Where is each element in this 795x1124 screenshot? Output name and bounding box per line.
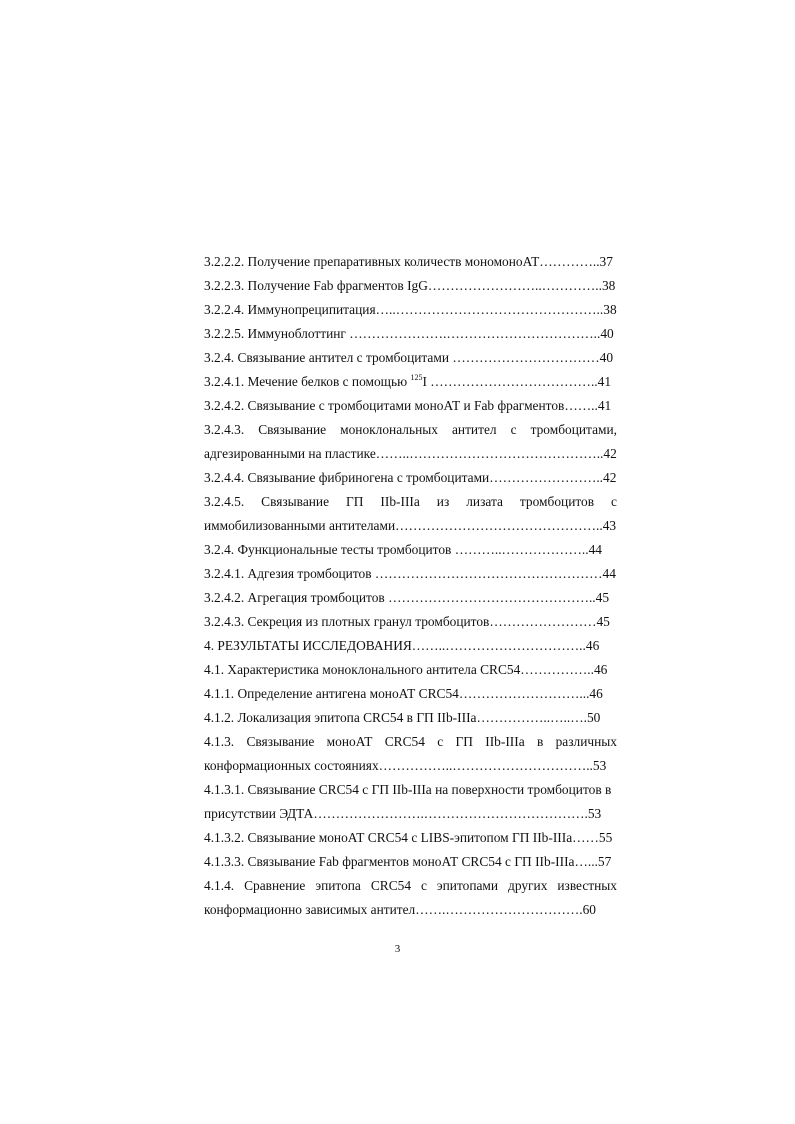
toc-entry: 3.2.2.4. Иммунопреципитация…..………………………………………..38 — [204, 302, 617, 317]
toc-entry: 3.2.4.1. Адгезия тромбоцитов ……………………………………………44 — [204, 566, 616, 581]
toc-entry-text: 3.2.4.1. Мечение белков с помощью — [204, 374, 411, 389]
toc-entry: 3.2.4.3. Связывание моноклональных антител с тромбоцитами, — [204, 422, 617, 437]
toc-entry: 3.2.2.2. Получение препаративных количеств мономоноАТ…………..37 — [204, 254, 613, 269]
toc-entry-continuation: конформационных состояниях……………..…………………………..53 — [204, 758, 607, 773]
toc-entry-continuation: иммобилизованными антителами………………………………………..43 — [204, 518, 617, 533]
toc-entry: 3.2.2.3. Получение Fab фрагментов IgG……………………..…………..38 — [204, 278, 616, 293]
toc-entry: 4.1.3.1. Связывание CRC54 с ГП IIb-IIIa на поверхности тромбоцитов в — [204, 782, 612, 797]
toc-entry: 4.1.3.3. Связывание Fab фрагментов моноАТ CRC54 с ГП IIb-IIIa…...57 — [204, 854, 612, 869]
toc-entry: 4. РЕЗУЛЬТАТЫ ИССЛЕДОВАНИЯ……..…………………………..46 — [204, 638, 600, 653]
table-of-contents — [204, 254, 617, 926]
toc-entry: 4.1.3. Связывание моноАТ CRC54 с ГП IIb-IIIa в различных — [204, 734, 617, 749]
toc-entry — [204, 374, 617, 398]
page-number: 3 — [394, 943, 401, 955]
toc-entry-continuation: конформационно зависимых антител…….………………………….60 — [204, 902, 597, 917]
toc-entry-continuation: адгезированными на пластике……..……………………………………..42 — [204, 446, 617, 461]
toc-entry: 3.2.4.4. Связывание фибриногена с тромбоцитами……………………..42 — [204, 470, 617, 485]
toc-entry: 3.2.4. Связывание антител с тромбоцитами ……………………………40 — [204, 350, 614, 365]
toc-entry: 4.1. Характеристика моноклонального антитела CRC54……………..46 — [204, 662, 608, 677]
toc-entry-text: I ………………………………..41 — [422, 374, 612, 389]
toc-entry: 3.2.4. Функциональные тесты тромбоцитов ………..………………..44 — [204, 542, 602, 557]
toc-entry: 4.1.2. Локализация эпитопа CRC54 в ГП IIb-IIIa……………..…..….50 — [204, 710, 601, 725]
toc-entry: 3.2.4.3. Секреция из плотных гранул тромбоцитов……………………45 — [204, 614, 610, 629]
superscript-isotope: 125 — [410, 374, 423, 382]
toc-entry: 3.2.4.2. Связывание с тромбоцитами моноАТ и Fab фрагментов……..41 — [204, 398, 612, 413]
toc-entry: 3.2.4.2. Агрегация тромбоцитов ………………………………………..45 — [204, 590, 610, 605]
toc-entry-continuation: присутствии ЭДТА…………………….……………………………….53 — [204, 806, 602, 821]
toc-entry: 4.1.4. Сравнение эпитопа CRC54 с эпитопами других известных — [204, 878, 617, 893]
toc-entry: 3.2.4.5. Связывание ГП IIb-IIIa из лизата тромбоцитов с — [204, 494, 617, 509]
toc-entry: 4.1.3.2. Связывание моноАТ CRC54 с LIBS-эпитопом ГП IIb-IIIa……55 — [204, 830, 613, 845]
toc-entry: 4.1.1. Определение антигена моноАТ CRC54………………………...46 — [204, 686, 603, 701]
toc-entry: 3.2.2.5. Иммуноблоттинг ………………….……………………………..40 — [204, 326, 614, 341]
